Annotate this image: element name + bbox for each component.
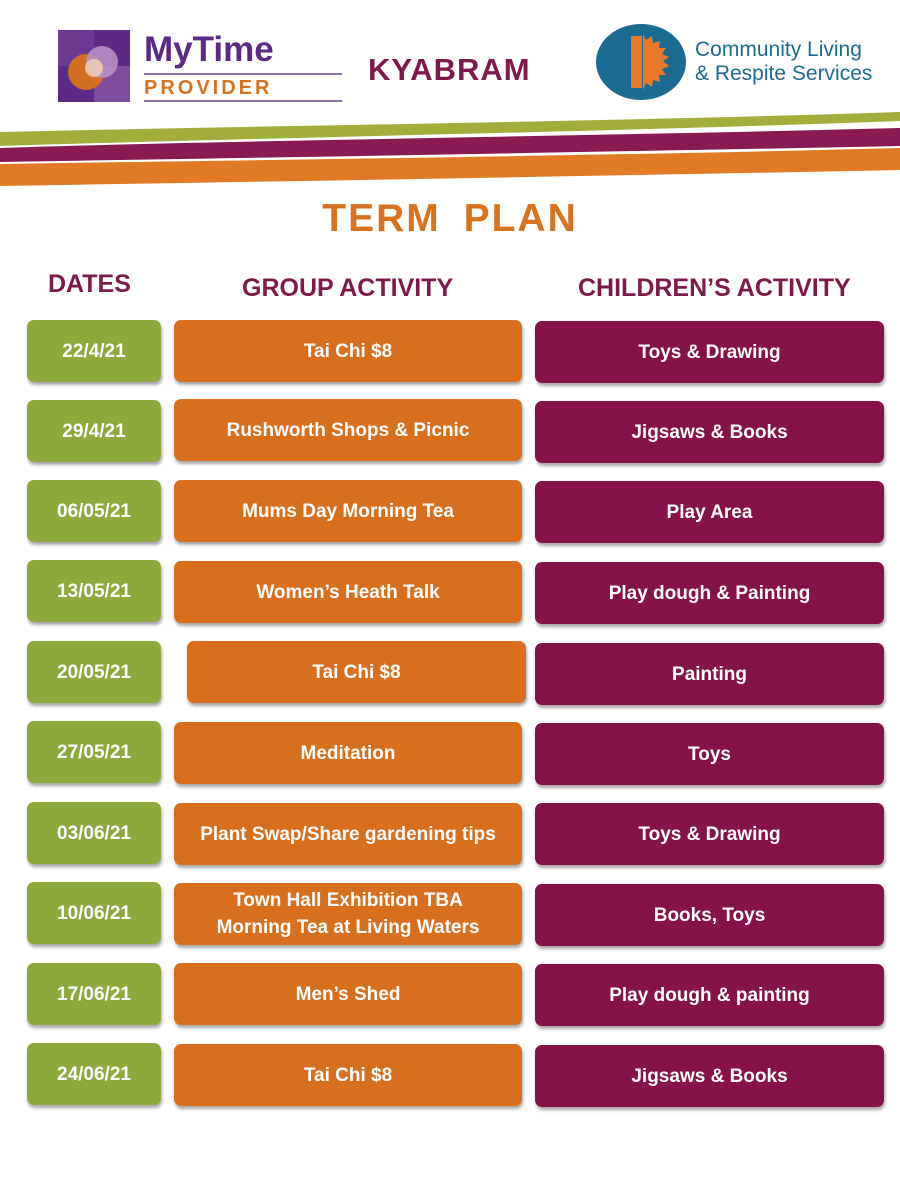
group-activity-cell: Town Hall Exhibition TBA Morning Tea at Living Waters bbox=[174, 883, 522, 945]
date-cell: 10/06/21 bbox=[27, 882, 161, 944]
column-header-dates: DATES bbox=[48, 270, 131, 298]
group-activity-cell: Tai Chi $8 bbox=[174, 320, 522, 382]
group-activity-cell: Plant Swap/Share gardening tips bbox=[174, 803, 522, 865]
group-activity-cell: Rushworth Shops & Picnic bbox=[174, 399, 522, 461]
mytime-logo-sub: PROVIDER bbox=[144, 77, 273, 99]
childrens-activity-cell: Toys & Drawing bbox=[535, 321, 884, 383]
childrens-activity-cell: Painting bbox=[535, 643, 884, 705]
date-cell: 03/06/21 bbox=[27, 802, 161, 864]
community-living-logo bbox=[595, 22, 900, 104]
group-activity-cell: Mums Day Morning Tea bbox=[174, 480, 522, 542]
childrens-activity-cell: Jigsaws & Books bbox=[535, 1045, 884, 1107]
date-cell: 27/05/21 bbox=[27, 721, 161, 783]
date-cell: 17/06/21 bbox=[27, 963, 161, 1025]
date-cell: 20/05/21 bbox=[27, 641, 161, 703]
column-header-group-activity: GROUP ACTIVITY bbox=[242, 274, 454, 302]
town-name: KYABRAM bbox=[368, 52, 531, 87]
column-header-childrens-activity: CHILDREN’S ACTIVITY bbox=[578, 274, 851, 302]
mytime-provider-logo bbox=[58, 30, 288, 105]
childrens-activity-cell: Jigsaws & Books bbox=[535, 401, 884, 463]
childrens-activity-cell: Play dough & Painting bbox=[535, 562, 884, 624]
group-activity-cell: Meditation bbox=[174, 722, 522, 784]
group-activity-cell: Men’s Shed bbox=[174, 963, 522, 1025]
childrens-activity-cell: Toys bbox=[535, 723, 884, 785]
partner-name-line1: Community Living bbox=[695, 38, 862, 61]
date-cell: 24/06/21 bbox=[27, 1043, 161, 1105]
date-cell: 29/4/21 bbox=[27, 400, 161, 462]
decorative-swoosh bbox=[0, 112, 900, 192]
mytime-logo-name: MyTime bbox=[144, 30, 274, 69]
group-activity-cell: Women’s Heath Talk bbox=[174, 561, 522, 623]
mytime-logo-mark bbox=[58, 30, 130, 102]
sun-logo-icon bbox=[595, 22, 691, 102]
childrens-activity-cell: Play Area bbox=[535, 481, 884, 543]
group-activity-cell: Tai Chi $8 bbox=[174, 1044, 522, 1106]
partner-name-line2: & Respite Services bbox=[695, 62, 873, 85]
logo-divider bbox=[144, 73, 342, 75]
childrens-activity-cell: Books, Toys bbox=[535, 884, 884, 946]
date-cell: 22/4/21 bbox=[27, 320, 161, 382]
childrens-activity-cell: Play dough & painting bbox=[535, 964, 884, 1026]
date-cell: 13/05/21 bbox=[27, 560, 161, 622]
date-cell: 06/05/21 bbox=[27, 480, 161, 542]
logo-divider bbox=[144, 100, 342, 102]
childrens-activity-cell: Toys & Drawing bbox=[535, 803, 884, 865]
page-title: TERM PLAN bbox=[322, 197, 578, 240]
group-activity-cell: Tai Chi $8 bbox=[187, 641, 526, 703]
